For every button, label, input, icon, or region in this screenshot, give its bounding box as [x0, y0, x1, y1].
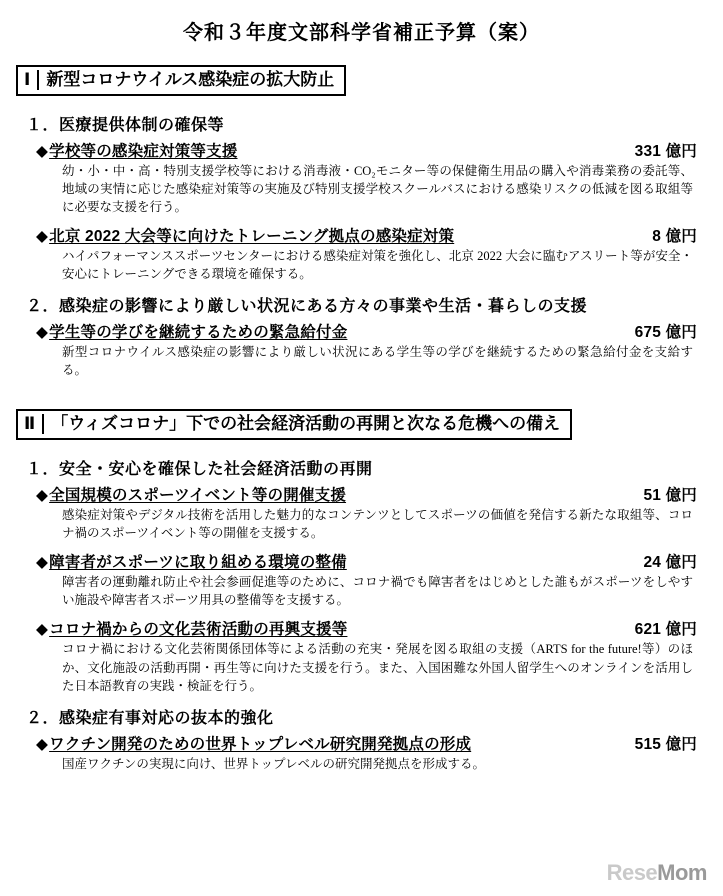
budget-item-title: 学校等の感染症対策等支援 [49, 142, 238, 160]
budget-item-head [36, 732, 707, 754]
budget-item-amount: 331 億円 [634, 142, 697, 160]
section-1-heading-text: 新型コロナウイルス感染症の拡大防止 [46, 70, 335, 89]
subsection-2-2-label: ２．感染症有事対応の抜本的強化 [26, 709, 274, 727]
budget-item-amount: 24 億円 [643, 554, 697, 572]
budget-item [36, 732, 707, 773]
diamond-bullet-icon: ◆ [36, 324, 49, 342]
watermark-first: Rese [606, 860, 658, 885]
budget-item-description: 新型コロナウイルス感染症の影響により厳しい状況にある学生等の学びを継続するための緊急給付金を支給する。 [62, 345, 693, 378]
watermark-logo [607, 860, 707, 886]
budget-item-amount: 675 億円 [634, 324, 697, 342]
budget-item-description: 国産ワクチンの実現に向け、世界トップレベルの研究開発拠点を形成する。 [62, 756, 486, 771]
diamond-bullet-icon: ◆ [36, 735, 49, 753]
budget-item-title: ワクチン開発のための世界トップレベル研究開発拠点の形成 [49, 735, 472, 753]
diamond-bullet-icon: ◆ [36, 142, 49, 160]
budget-item-amount: 8 億円 [652, 227, 697, 245]
budget-item-description: 感染症対策やデジタル技術を活用した魅力的なコンテンツとしてスポーツの価値を発信する新たな取組等、コロナ禍のスポーツイベント等の開催を支援する。 [62, 507, 693, 541]
budget-item [36, 483, 707, 542]
budget-item-head [36, 224, 707, 246]
section-1-numeral: Ⅰ [24, 70, 39, 90]
diamond-bullet-icon: ◆ [36, 621, 49, 639]
budget-item-amount: 51 億円 [643, 486, 697, 504]
budget-item-title: コロナ禍からの文化芸術活動の再興支援等 [49, 621, 348, 639]
section-2-numeral: Ⅱ [24, 414, 44, 434]
subsection-1-2-label: ２．感染症の影響により厳しい状況にある方々の事業や生活・暮らしの支援 [26, 298, 588, 316]
diamond-bullet-icon: ◆ [36, 486, 49, 504]
budget-item-head [36, 139, 707, 161]
section-1-heading [16, 65, 346, 96]
budget-item [36, 550, 707, 609]
budget-item-head [36, 617, 707, 639]
page-title: 令和３年度文部科学省補正予算（案） [183, 22, 540, 44]
subsection-2-1-label: １．安全・安心を確保した社会経済活動の再開 [26, 460, 373, 478]
budget-item-head [36, 320, 707, 342]
diamond-bullet-icon: ◆ [36, 554, 49, 572]
budget-item-description: 幼・小・中・高・特別支援学校等における消毒液・CO₂モニター等の保健衛生用品の購入や消毒業務の委託等、地域の実情に応じた感染症対策等の実施及び特別支援学校スクールバスにおける感染リスクの低減を図る取組等に必要な支援を行う。 [62, 163, 693, 214]
budget-item-description: ハイパフォーマンススポーツセンターにおける感染症対策を強化し、北京 2022 大会に臨むアスリート等が安全・安心にトレーニングできる環境を確保する。 [62, 248, 693, 282]
budget-item [36, 224, 707, 283]
section-1 [16, 59, 707, 379]
budget-item [36, 617, 707, 694]
budget-item-amount: 515 億円 [634, 735, 697, 753]
budget-item-amount: 621 億円 [634, 621, 697, 639]
budget-item-head [36, 483, 707, 505]
section-2-heading [16, 409, 572, 440]
budget-item-title: 北京 2022 大会等に向けたトレーニング拠点の感染症対策 [49, 227, 455, 245]
budget-item-head [36, 550, 707, 572]
budget-item-title: 障害者がスポーツに取り組める環境の整備 [49, 554, 347, 572]
section-2-heading-text: 「ウィズコロナ」下での社会経済活動の再開と次なる危機への備え [51, 414, 561, 434]
budget-item-description: コロナ禍における文化芸術関係団体等による活動の充実・発展を図る取組の支援（ARTS for the future!等）のほか、文化施設の活動再開・再生等に向けた支援を行う。また、入国困難な外国人留学生へのオンラインを活用した日本語教育の実践・検証を行う。 [62, 642, 693, 693]
budget-item-title: 学生等の学びを継続するための緊急給付金 [49, 324, 348, 342]
budget-item [36, 139, 707, 216]
diamond-bullet-icon: ◆ [36, 227, 49, 245]
budget-item-description: 障害者の運動離れ防止や社会参画促進等のために、コロナ禍でも障害者をはじめとした誰もがスポーツをしやすい施設や障害者スポーツ用具の整備等を支援する。 [62, 575, 693, 608]
watermark-second: Mom [657, 860, 707, 885]
budget-item [36, 320, 707, 379]
section-2 [16, 403, 707, 773]
budget-item-title: 全国規模のスポーツイベント等の開催支援 [49, 486, 347, 504]
subsection-1-1-label: １．医療提供体制の確保等 [26, 116, 225, 134]
